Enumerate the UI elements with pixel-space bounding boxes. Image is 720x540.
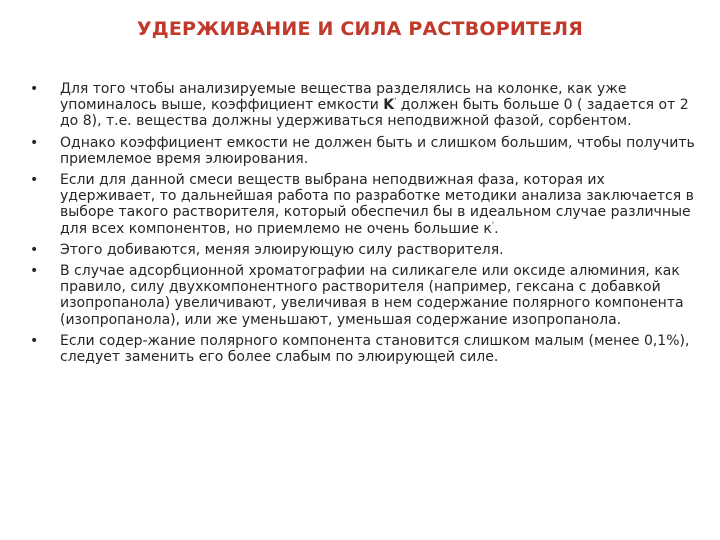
bullet-text: Этого добиваются, меняя элюирующую силу растворителя. <box>60 241 504 258</box>
bullet-dot: • <box>30 263 39 280</box>
bullet-text: . <box>494 220 499 237</box>
bullet-dot: • <box>30 332 39 349</box>
slide-title: УДЕРЖИВАНИЕ И СИЛА РАСТВОРИТЕЛЯ <box>136 18 584 40</box>
capacity-factor-symbol: K <box>383 97 395 114</box>
prime-mark: ' <box>394 96 397 106</box>
bullet-item <box>30 263 698 328</box>
bullet-text: Если содер-жание полярного компонента становится слишком малым (менее 0,1%), следует заменить его более слабым по элюирующей силе. <box>60 332 690 366</box>
bullet-item <box>30 242 698 258</box>
bullet-text: должен быть больше 0 ( задается от 2 до 8), т.е. вещества должны удерживаться неподвижной фазой, сорбентом. <box>60 97 689 130</box>
bullet-text: Для того чтобы анализируемые вещества разделялись на колонке, как уже упоминалось выше, коэффициент емкости <box>60 81 627 114</box>
bullet-dot: • <box>30 172 39 189</box>
bullet-item <box>30 135 698 167</box>
bullet-item <box>30 172 698 237</box>
bullet-text: В случае адсорбционной хроматографии на силикагеле или оксиде алюминия, как правило, силу двухкомпонентного растворителя (например, гексана с добавкой изопропанола) увеличивают, увеличивая в нем содержание полярного компонента (изопропанола), или же уменьшают, уменьшая содержание изопропанола. <box>60 263 684 328</box>
bullet-item <box>30 81 698 130</box>
bullet-dot: • <box>30 241 39 258</box>
bullet-text: Однако коэффициент емкости не должен быть и слишком большим, чтобы получить приемлемое время элюирования. <box>60 134 695 167</box>
bullet-dot: • <box>30 134 39 151</box>
bullet-text: Если для данной смеси веществ выбрана неподвижная фаза, которая их удерживает, то дальнейшая работа по разработке методики анализа заключается в выборе такого растворителя, который обеспечил бы в идеальном случае различные для всех компонентов, но приемлемо не очень большие к <box>60 172 694 237</box>
prime-mark: ' <box>491 219 495 229</box>
bullet-item <box>30 333 698 365</box>
bullet-dot: • <box>30 81 39 97</box>
bullet-list <box>30 81 698 370</box>
